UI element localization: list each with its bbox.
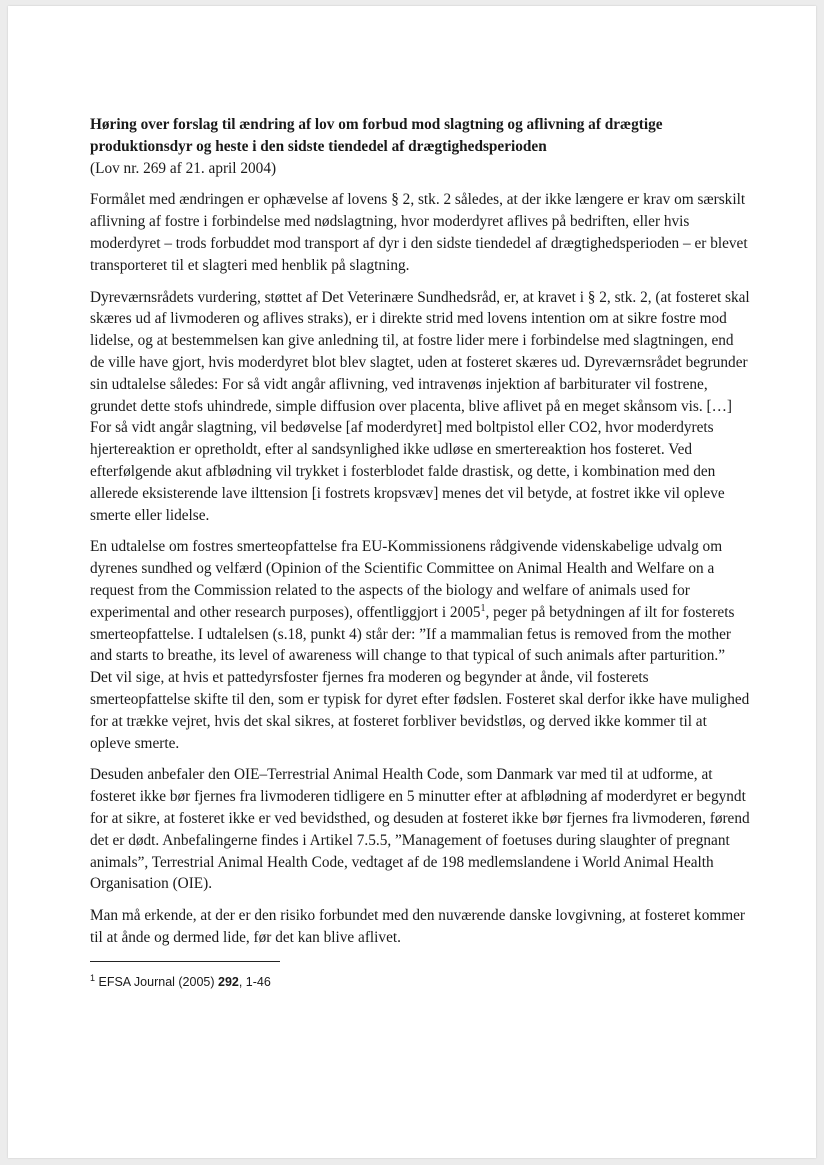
paragraph-purpose: Formålet med ændringen er ophævelse af lovens § 2, stk. 2 således, at der ikke længere er krav om særskilt aflivning af fostre i forbindelse med nødslagtning, hvor moderdyret aflives på bedriften, eller hvis moderdyret – trods forbuddet mod transport af dyr i den sidste tiendedel af drægtighedsperioden – er blevet transporteret til et slagteri med henblik på slagtning. <box>90 191 748 274</box>
paragraph-assessment: Dyreværnsrådets vurdering, støttet af Det Veterinære Sundhedsråd, er, at kravet i § 2, stk. 2, (at fosteret skal skæres ud af livmoderen og aflives straks), er i direkte strid med lovens intention om at sikre fostre mod lidelse, og at bestemmelsen kan give anledning til, at fostre lider mere i forbindelse med slagtningen, end de ville have gjort, hvis moderdyret blot blev slagtet, uden at fosteret skæres ud. Dyreværnsrådet begrunder sin udtalelse således: For så vidt angår aflivning, ved intravenøs injektion af barbiturater vil fostrene, grundet dette stofs uhindrede, simple diffusion over placenta, blive aflivet på en meget skånsom vis. […] For så vidt angår slagtning, vil bedøvelse [af moderdyret] med boltpistol eller CO2, hvor moderdyrets hjertereaktion er opretholdt, efter al sandsynlighed ikke udløse en smertereaktion hos fosteret. Ved efterfølgende akut afblødning vil trykket i fosterblodet falde drastisk, og dette, i kombination med den allerede eksisterende lave ilttension [i fostrets kropsvæv] menes det vil betyde, at fostret ikke vil opleve smerte eller lidelse. <box>90 288 750 524</box>
footnote <box>90 974 750 990</box>
paragraph-oie-code: Desuden anbefaler den OIE–Terrestrial Animal Health Code, som Danmark var med til at udforme, at fosteret ikke bør fjernes fra livmoderen tidligere en 5 minutter efter at afblødning af moderdyret er begyndt for at sikre, at fosteret ikke er ved bevidsthed, og desuden at fosteret ikke bør fjernes fra livmoderen, førend det er dødt. Anbefalingerne findes i Artikel 7.5.5, ”Management of foetuses during slaughter of pregnant animals”, Terrestrial Animal Health Code, vedtaget af de 198 medlemslandene i World Animal Health Organisation (OIE). <box>90 766 750 893</box>
paragraph-eu-opinion-text-a: En udtalelse om fostres smerteopfattelse fra EU-Kommissionens rådgivende videnskabelige udvalg om dyrenes sundhed og velfærd (Opinion of the Scientific Committee on Animal Health and Welfare on a request from the Commission related to the aspects of the biology and welfare of animals used for experimental and other research purposes), offentliggjort i 2005 <box>90 538 723 621</box>
document-body <box>90 114 750 990</box>
paragraph-conclusion: Man må erkende, at der er den risiko forbundet med den nuværende danske lovgivning, at fosteret kommer til at ånde og dermed lide, før det kan blive aflivet. <box>90 907 746 946</box>
footnote-reference: 1 <box>480 602 486 614</box>
footnote-volume: 292 <box>218 974 239 989</box>
paragraph-eu-opinion <box>90 536 750 754</box>
footnote-text-a: EFSA Journal (2005) <box>95 974 218 989</box>
paragraph-eu-opinion-text-b: , peger på betydningen af ilt for fosterets smerteopfattelse. I udtalelsen (s.18, punkt 4) står der: ”If a mammalian fetus is removed from the mother and starts to breathe, its level of awareness will change to that typical of such animals after parturition.” Det vil sige, at hvis et pattedyrsfoster fjernes fra moderen og begynder at ånde, vil fosterets smerteopfattelse skifte til den, som er typisk for dyret efter fødslen. Fosteret skal derfor ikke have mulighed for at trække vejret, hvis det skal sikres, at fosteret forbliver bevidstløs, og derved ikke kommer til at opleve smerte. <box>90 603 750 752</box>
document-title: Høring over forslag til ændring af lov om forbud mod slagtning og aflivning af drægtige produktionsdyr og heste i den sidste tiendedel af drægtighedsperioden <box>90 116 663 155</box>
footnote-text-b: , 1-46 <box>238 974 271 989</box>
document-page <box>8 6 816 1158</box>
footnote-marker: 1 <box>90 972 96 983</box>
document-subtitle: (Lov nr. 269 af 21. april 2004) <box>90 159 277 177</box>
footnote-separator <box>90 961 280 962</box>
